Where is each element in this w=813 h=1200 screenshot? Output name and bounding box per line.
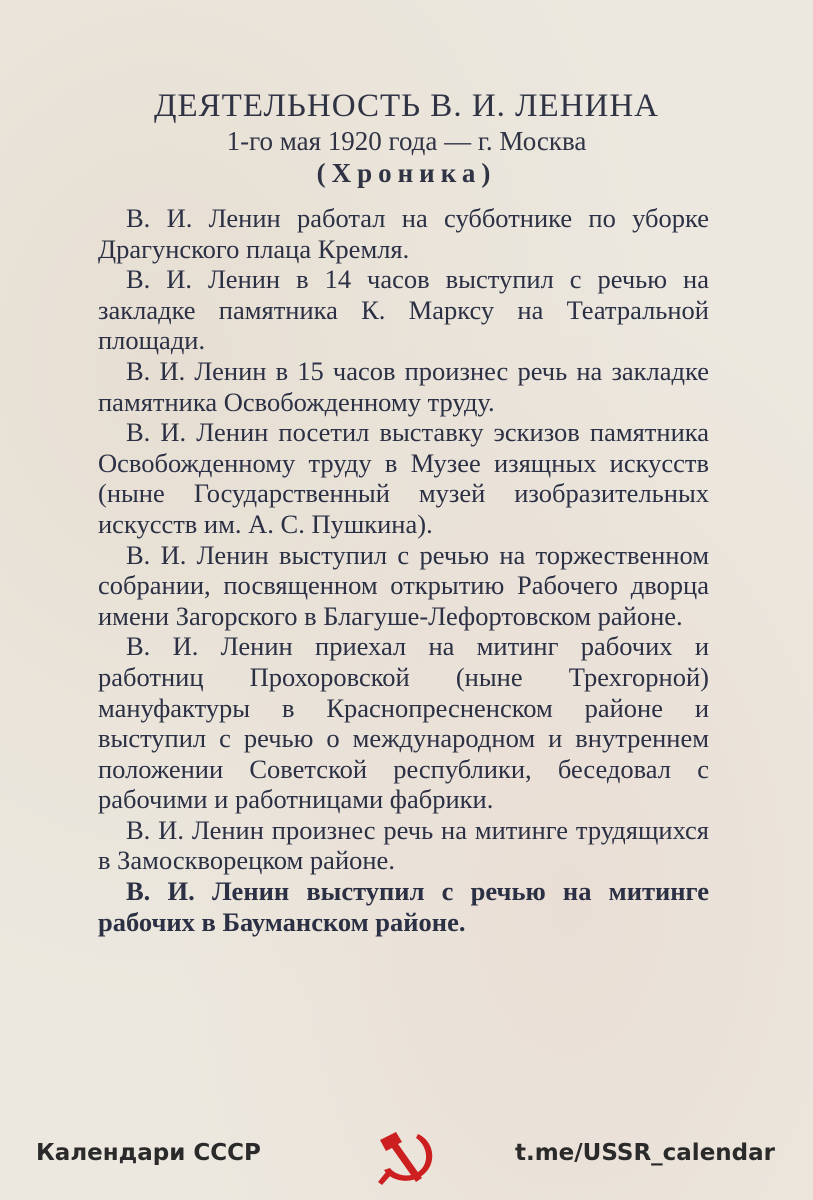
- chronicle-label: (Хроника): [316, 158, 497, 188]
- page-title: ДЕЯТЕЛЬНОСТЬ В. И. ЛЕНИНА: [153, 88, 660, 124]
- paragraph-5: В. И. Ленин выступил с речью на торжественном собрании, посвященном открытию Рабочего дворца имени Загорского в Благуше-Лефортовском районе.: [98, 539, 709, 631]
- paragraph-1: В. И. Ленин работал на субботнике по уборке Драгунского плаца Кремля.: [98, 203, 709, 264]
- paragraph-3: В. И. Ленин в 15 часов произнес речь на закладке памятника Освобожденному труду.: [98, 355, 709, 417]
- chronicle-body: [98, 203, 709, 937]
- paragraph-7: В. И. Ленин произнес речь на митинге трудящихся в Замоскворецком районе.: [98, 814, 709, 876]
- footer: [0, 1128, 813, 1188]
- paragraph-4: В. И. Ленин посетил выставку эскизов памятника Освобожденному труду в Музее изящных искусств (ныне Государственный музей изобразительных искусств им. А. С. Пушкина).: [98, 417, 709, 539]
- page-subtitle: 1-го мая 1920 года — г. Москва: [226, 126, 587, 156]
- paragraph-2: В. И. Ленин в 14 часов выступил с речью на закладке памятника К. Марксу на Театральной площади.: [98, 264, 709, 356]
- footer-link[interactable]: t.me/USSR_calendar: [514, 1140, 775, 1166]
- footer-brand-label: Календари СССР: [36, 1140, 261, 1166]
- paragraph-8: В. И. Ленин выступил с речью на митинге рабочих в Бауманском районе.: [98, 876, 709, 937]
- hammer-sickle-icon: [366, 1128, 442, 1188]
- paragraph-6: В. И. Ленин приехал на митинг рабочих и работниц Прохоровской (ныне Трехгорной) мануфактуры в Краснопресненском районе и выступил с речью о международном и внутреннем положении Советской республики, беседовал с рабочими и работницами фабрики.: [98, 631, 709, 815]
